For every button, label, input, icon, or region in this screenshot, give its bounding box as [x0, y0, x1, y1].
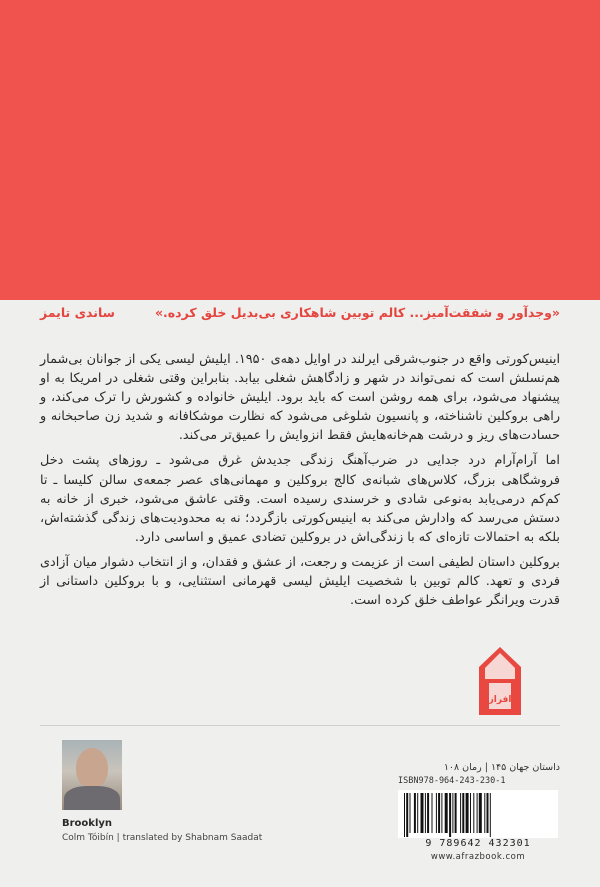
- blurb-paragraph: اما آرام‌آرام درد جدایی در ضرب‌آهنگ زندگی جدیدش غرق می‌شود ـ روزهای پشت دخل فروشگاهی بزرگ، کلاس‌های شبانه‌ی کالج بروکلین و مهمانی‌های عصر جمعه‌ی سالن کلیسا ـ تا کم‌کم درمی‌یابد به‌نوعی شادی و خرسندی رسیده است. وقتی عاشق می‌شود، خبری از خانه به دستش می‌رسد که وادارش می‌کند به اینیس‌کورتی بازگردد؛ نه به محدودیت‌های زندگی گذشته‌اش، بلکه به احتمالات تازه‌ای که با زندگی‌اش در بروکلین تضادی عمیق و اساسی دارد.: [40, 453, 560, 545]
- author-head-shape: [76, 748, 108, 788]
- red-cover-panel: [0, 0, 600, 300]
- publisher-website: www.afrazbook.com: [430, 852, 526, 862]
- series-label: داستان جهان ۱۴۵ | رمان ۱۰۸: [443, 762, 560, 773]
- publisher-logo-icon: [477, 645, 523, 717]
- blurb-paragraph: بروکلین داستان لطیفی است از عزیمت و رجعت، از عشق و فقدان، و از انتخاب دشوار میان آزادی فردی و تعهد. کالم توبین با شخصیت ایلیش لیسی قهرمانی استثنایی، و با بروکلین داستانی از قدرت ویرانگر عواطف خلق کرده است.: [40, 554, 560, 609]
- book-blurb: [40, 350, 560, 616]
- barcode-icon: [398, 790, 558, 838]
- author-photo: [62, 740, 122, 810]
- barcode-digits: 9 789642 432301: [425, 838, 531, 849]
- review-quote: [40, 303, 560, 325]
- quote-text: «وجدآور و شفقت‌آمیز... کالم توبین شاهکاری بی‌بدیل خلق کرده.»: [154, 305, 560, 320]
- divider: [40, 725, 560, 726]
- book-credit: Colm Tóibín | translated by Shabnam Saadat: [62, 833, 263, 843]
- author-shoulders-shape: [64, 786, 120, 810]
- publisher-logo-text: افراز: [488, 695, 512, 705]
- isbn-label: ISBN978-964-243-230-1: [398, 776, 506, 786]
- blurb-paragraph: اینیس‌کورتی واقع در جنوب‌شرقی ایرلند در اوایل دهه‌ی ۱۹۵۰. ایلیش لیسی یکی از جوانان بی‌شمار هم‌نسلش است که نمی‌تواند در شهر و زادگاهش شغلی بیابد. بنابراین وقتی شغلی در امریکا به او پیشنهاد می‌شود، برای همه روشن است که باید برود. ایلیش خانواده و کشورش را ترک می‌کند، و راهی بروکلین ناشناخته، و پانسیون شلوغی می‌شود که نظارت موشکافانه و شدید زن صاحبخانه و حسادت‌های ریز و درشت هم‌خانه‌هایش فقط انزوایش را عمیق‌تر می‌کند.: [40, 352, 560, 444]
- book-title: Brooklyn: [62, 818, 113, 829]
- quote-source: ساندی تایمز: [40, 305, 115, 320]
